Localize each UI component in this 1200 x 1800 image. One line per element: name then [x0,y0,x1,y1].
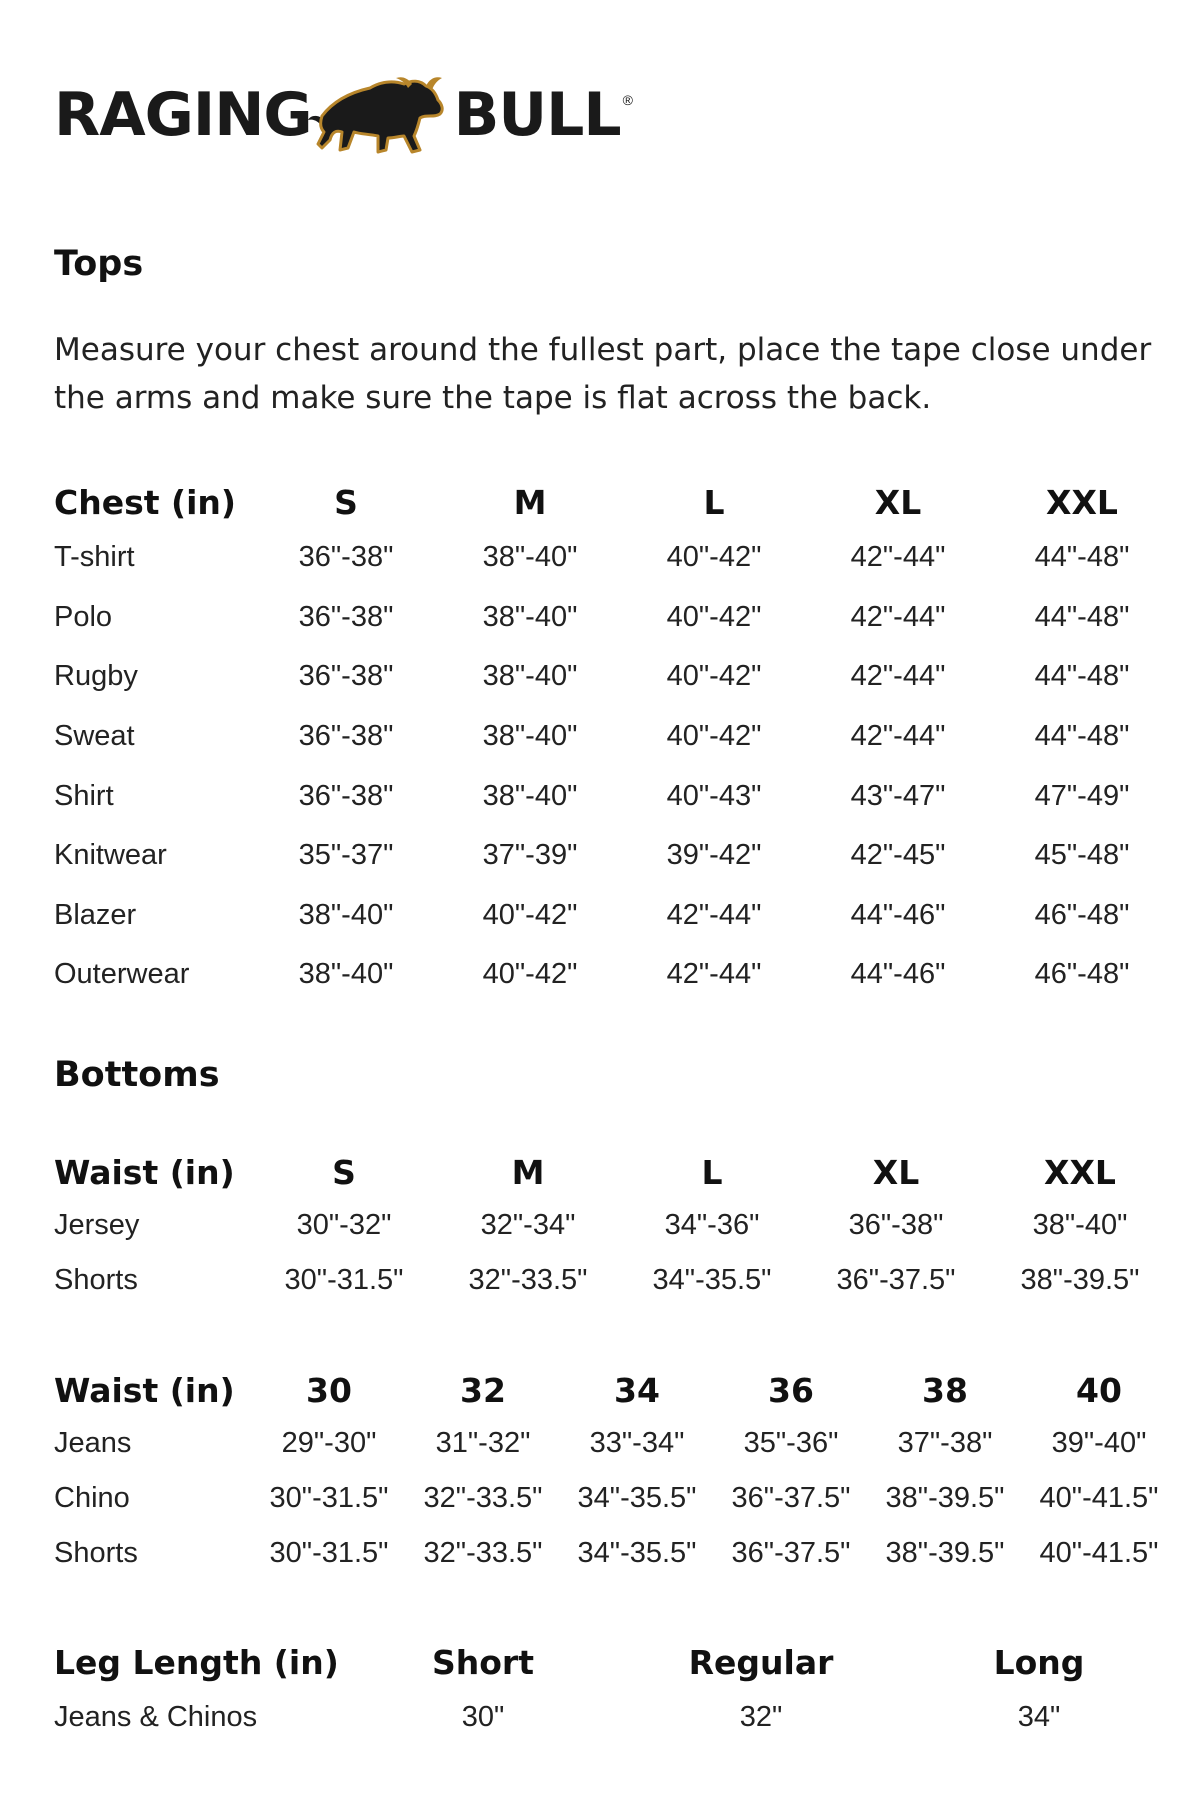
size-value: 38"-40" [482,541,578,574]
garment-label: Sweat [54,720,135,753]
size-value: 36"-37.5" [731,1482,851,1514]
size-column-header: 36 [768,1370,814,1410]
size-value: 40"-42" [666,600,762,633]
size-value: 40"-41.5" [1039,1482,1159,1514]
size-value: 45"-48" [1034,839,1130,872]
size-value: 42"-44" [850,600,946,633]
table-row [54,707,1174,767]
table-row [54,1416,1176,1471]
brand-logo [54,70,654,160]
size-value: 32"-33.5" [468,1264,588,1296]
garment-label: Shorts [54,1264,138,1296]
size-value: 42"-44" [666,898,762,931]
size-value: 46"-48" [1034,898,1130,931]
table-row [54,588,1174,648]
size-value: 35"-37" [298,839,394,872]
size-value: 40"-41.5" [1039,1537,1159,1569]
table-row [54,766,1174,826]
size-value: 42"-44" [850,660,946,693]
size-column-header: XL [872,1152,920,1192]
tops-title: Tops [54,244,144,284]
size-value: 33"-34" [589,1427,685,1459]
table-row [54,528,1174,588]
measure-label: Waist (in) [54,1370,235,1410]
size-value: 47"-49" [1034,779,1130,812]
size-column-header: M [513,482,547,522]
size-value: 36"-38" [848,1209,944,1241]
table-header-row [54,1636,1178,1688]
size-value: 40"-42" [482,898,578,931]
size-value: 34"-36" [664,1209,760,1241]
table-row [54,1688,1178,1746]
garment-label: Polo [54,600,113,633]
measure-label: Chest (in) [54,482,236,522]
size-value: 29"-30" [281,1427,377,1459]
measure-label: Waist (in) [54,1152,235,1192]
brand-word-right: BULL [453,80,621,150]
size-value: 38"-40" [482,779,578,812]
garment-label: Shorts [54,1537,138,1569]
table-header-row [54,476,1174,528]
size-value: 42"-44" [850,541,946,574]
size-value: 44"-46" [850,898,946,931]
size-value: 32" [739,1700,783,1733]
size-value: 40"-42" [666,541,762,574]
tops-description: Measure your chest around the fullest part, place the tape close under the arms and make sure the tape is flat across the back. [54,332,1152,416]
size-value: 46"-48" [1034,958,1130,991]
size-column-header: Short [432,1642,534,1682]
brand-word-left: RAGING [54,80,312,150]
size-column-header: Regular [688,1642,834,1682]
size-value: 37"-39" [482,839,578,872]
size-value: 32"-34" [480,1209,576,1241]
garment-label: Rugby [54,660,138,693]
size-value: 38"-40" [1032,1209,1128,1241]
table-row [54,1198,1172,1253]
tops-size-table [54,476,1174,1005]
size-value: 38"-39.5" [1020,1264,1140,1296]
table-row [54,1253,1172,1308]
size-value: 36"-38" [298,779,394,812]
size-column-header: 30 [306,1370,352,1410]
size-value: 31"-32" [435,1427,531,1459]
size-value: 34" [1017,1700,1061,1733]
size-column-header: 40 [1076,1370,1122,1410]
size-value: 38"-40" [298,958,394,991]
garment-label: Jersey [54,1209,140,1241]
size-value: 40"-42" [482,958,578,991]
size-column-header: L [701,1152,723,1192]
size-column-header: 32 [460,1370,506,1410]
size-column-header: Long [993,1642,1085,1682]
size-value: 39"-40" [1051,1427,1147,1459]
size-column-header: XXL [1044,1152,1116,1192]
size-value: 44"-48" [1034,541,1130,574]
size-column-header: 38 [922,1370,968,1410]
table-row [54,826,1174,886]
size-value: 40"-42" [666,660,762,693]
size-value: 44"-46" [850,958,946,991]
garment-label: T-shirt [54,541,135,574]
table-header-row [54,1364,1176,1416]
size-value: 36"-38" [298,600,394,633]
size-value: 38"-40" [482,660,578,693]
size-value: 32"-33.5" [423,1537,543,1569]
size-value: 35"-36" [743,1427,839,1459]
size-value: 38"-39.5" [885,1537,1005,1569]
table-row [54,1526,1176,1581]
garment-label: Jeans & Chinos [54,1700,258,1733]
table-row [54,886,1174,946]
size-value: 34"-35.5" [652,1264,772,1296]
waist-numeric-size-table [54,1364,1176,1581]
size-column-header: S [334,482,358,522]
size-value: 38"-40" [482,600,578,633]
size-value: 36"-38" [298,541,394,574]
size-value: 38"-40" [298,898,394,931]
garment-label: Chino [54,1482,130,1514]
table-header-row [54,1146,1172,1198]
size-value: 36"-37.5" [731,1537,851,1569]
garment-label: Knitwear [54,839,167,872]
garment-label: Shirt [54,779,114,812]
size-value: 44"-48" [1034,720,1130,753]
size-column-header: XXL [1046,482,1118,522]
size-value: 36"-38" [298,660,394,693]
size-value: 42"-45" [850,839,946,872]
size-value: 44"-48" [1034,660,1130,693]
size-column-header: M [511,1152,545,1192]
size-value: 40"-42" [666,720,762,753]
size-value: 42"-44" [850,720,946,753]
table-row [54,1471,1176,1526]
garment-label: Blazer [54,898,137,931]
bull-icon [308,70,458,160]
size-value: 36"-37.5" [836,1264,956,1296]
table-row [54,945,1174,1005]
size-value: 36"-38" [298,720,394,753]
size-value: 34"-35.5" [577,1537,697,1569]
size-value: 42"-44" [666,958,762,991]
registered-mark: ® [622,92,633,108]
table-row [54,647,1174,707]
size-value: 30" [461,1700,505,1733]
size-value: 30"-31.5" [269,1537,389,1569]
size-value: 30"-31.5" [284,1264,404,1296]
leg-length-table [54,1636,1178,1746]
size-value: 44"-48" [1034,600,1130,633]
size-value: 32"-33.5" [423,1482,543,1514]
size-column-header: 34 [614,1370,660,1410]
size-value: 38"-39.5" [885,1482,1005,1514]
measure-label: Leg Length (in) [54,1642,339,1682]
size-column-header: L [703,482,725,522]
waist-letter-size-table [54,1146,1172,1308]
size-value: 38"-40" [482,720,578,753]
bottoms-title: Bottoms [54,1055,220,1095]
size-value: 40"-43" [666,779,762,812]
size-value: 37"-38" [897,1427,993,1459]
garment-label: Outerwear [54,958,190,991]
garment-label: Jeans [54,1427,132,1459]
size-value: 39"-42" [666,839,762,872]
size-value: 30"-32" [296,1209,392,1241]
size-value: 34"-35.5" [577,1482,697,1514]
size-value: 43"-47" [850,779,946,812]
size-column-header: S [332,1152,356,1192]
size-value: 30"-31.5" [269,1482,389,1514]
size-column-header: XL [874,482,922,522]
